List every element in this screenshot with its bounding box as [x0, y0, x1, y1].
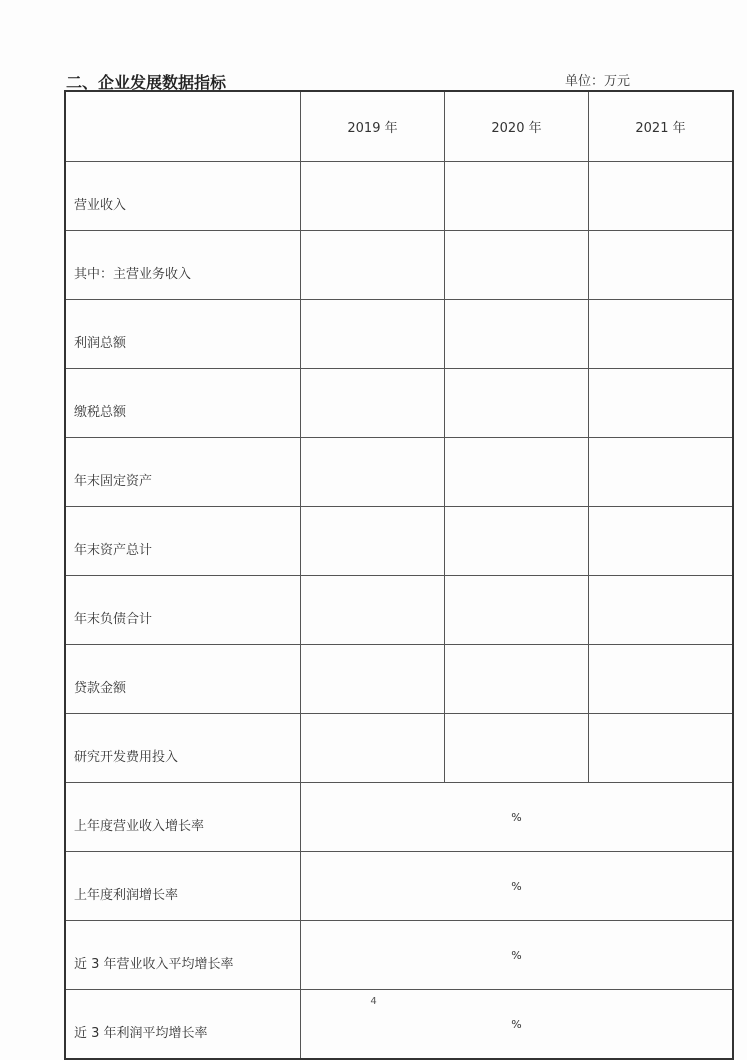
table-row — [65, 645, 733, 714]
row-label: 其中：主营业务收入 — [65, 231, 301, 300]
value-cell-2021[interactable] — [589, 645, 734, 714]
table-row — [65, 438, 733, 507]
rate-row-label: 近 3 年利润平均增长率 — [65, 990, 301, 1060]
value-cell-2019[interactable] — [301, 507, 445, 576]
rate-row — [65, 921, 733, 990]
value-cell-2021[interactable] — [589, 714, 734, 783]
value-cell-2021[interactable] — [589, 507, 734, 576]
rate-row — [65, 783, 733, 852]
table-row — [65, 576, 733, 645]
value-cell-2021[interactable] — [589, 231, 734, 300]
value-cell-2019[interactable] — [301, 231, 445, 300]
rate-row-label: 上年度利润增长率 — [65, 852, 301, 921]
table-row — [65, 507, 733, 576]
table-row — [65, 231, 733, 300]
header-2019: 2019 年 — [301, 91, 445, 162]
value-cell-2020[interactable] — [445, 507, 589, 576]
section-title: 二、企业发展数据指标 — [66, 73, 227, 92]
unit-label: 单位：万元 — [565, 74, 631, 89]
rate-value-cell[interactable]: % — [301, 783, 734, 852]
row-label: 营业收入 — [65, 162, 301, 231]
value-cell-2019[interactable] — [301, 714, 445, 783]
value-cell-2020[interactable] — [445, 714, 589, 783]
value-cell-2021[interactable] — [589, 300, 734, 369]
row-label: 年末资产总计 — [65, 507, 301, 576]
page-number: 4 — [370, 996, 377, 1007]
development-indicators-table — [64, 90, 734, 1060]
rate-row-label: 近 3 年营业收入平均增长率 — [65, 921, 301, 990]
table-row — [65, 369, 733, 438]
value-cell-2019[interactable] — [301, 162, 445, 231]
value-cell-2020[interactable] — [445, 162, 589, 231]
value-cell-2019[interactable] — [301, 300, 445, 369]
table-header-row — [65, 91, 733, 162]
value-cell-2019[interactable] — [301, 576, 445, 645]
row-label: 缴税总额 — [65, 369, 301, 438]
rate-row-label: 上年度营业收入增长率 — [65, 783, 301, 852]
value-cell-2020[interactable] — [445, 576, 589, 645]
row-label: 贷款金额 — [65, 645, 301, 714]
row-label: 年末负债合计 — [65, 576, 301, 645]
table-row — [65, 300, 733, 369]
header-2021: 2021 年 — [589, 91, 734, 162]
value-cell-2020[interactable] — [445, 369, 589, 438]
value-cell-2021[interactable] — [589, 369, 734, 438]
value-cell-2021[interactable] — [589, 438, 734, 507]
value-cell-2020[interactable] — [445, 438, 589, 507]
header-2020: 2020 年 — [445, 91, 589, 162]
rate-value-cell[interactable]: % — [301, 852, 734, 921]
table-row — [65, 162, 733, 231]
value-cell-2019[interactable] — [301, 369, 445, 438]
value-cell-2021[interactable] — [589, 162, 734, 231]
row-label: 研究开发费用投入 — [65, 714, 301, 783]
value-cell-2019[interactable] — [301, 645, 445, 714]
value-cell-2021[interactable] — [589, 576, 734, 645]
rate-value-cell[interactable]: % — [301, 990, 734, 1060]
row-label: 利润总额 — [65, 300, 301, 369]
value-cell-2020[interactable] — [445, 645, 589, 714]
value-cell-2020[interactable] — [445, 231, 589, 300]
rate-value-cell[interactable]: % — [301, 921, 734, 990]
value-cell-2020[interactable] — [445, 300, 589, 369]
row-label: 年末固定资产 — [65, 438, 301, 507]
rate-row — [65, 852, 733, 921]
value-cell-2019[interactable] — [301, 438, 445, 507]
table-row — [65, 714, 733, 783]
header-blank-cell — [65, 91, 301, 162]
